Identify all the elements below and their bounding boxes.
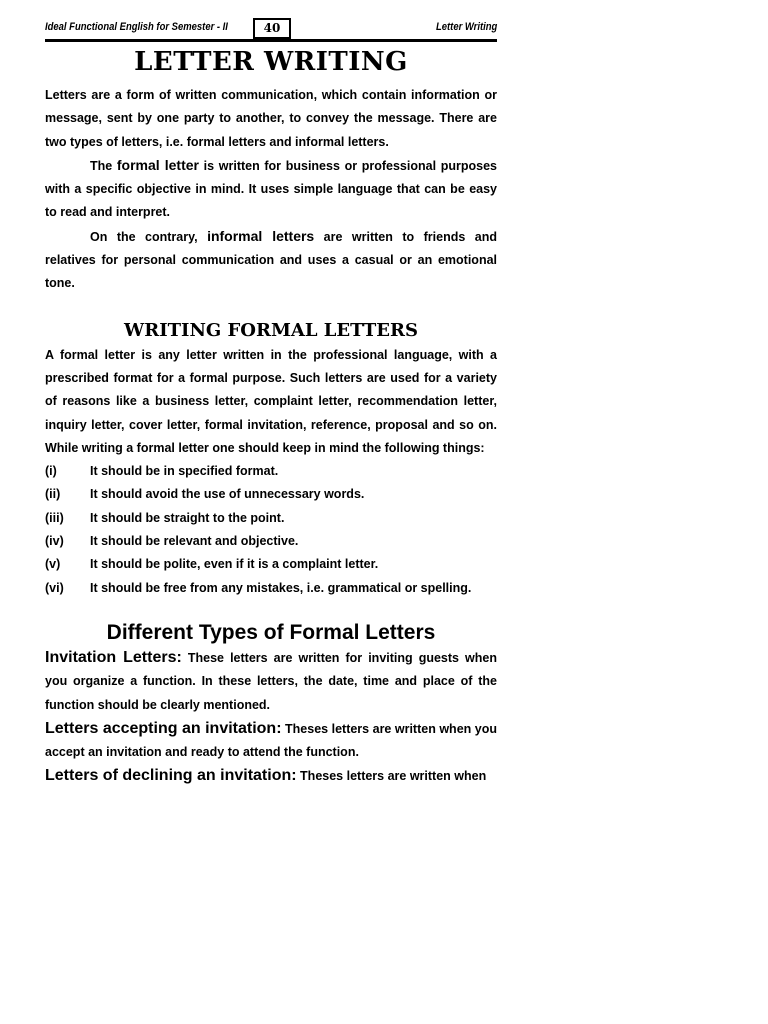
text: is written for business or professional purposes with a specific objective in mind. It uses simple language that can be easy to read and interpret. xyxy=(45,158,497,220)
list-item xyxy=(45,577,497,600)
letter-type-description: These letters are written for inviting guests when you organize a function. In these letters, the date, time and place of the function should be clearly mentioned. xyxy=(45,650,498,712)
list-item xyxy=(45,553,497,576)
section-heading-formal-letters: WRITING FORMAL LETTERS xyxy=(124,319,418,341)
chapter-title: LETTER WRITING xyxy=(134,47,408,77)
letter-type-invitation xyxy=(45,646,497,717)
list-item xyxy=(45,507,497,530)
list-item-text: It should be in specified format. xyxy=(90,464,279,479)
book-title: Ideal Functional English for Semester - II xyxy=(45,21,228,33)
letter-type-description: Theses letters are written when xyxy=(296,769,487,784)
formal-letters-paragraph: A formal letter is any letter written in the professional language, with a prescribed format for a formal purpose. Such letters are used for a variety of reasons like a business letter, complaint letter, recommendation letter, inquiry letter, cover letter, formal invitation, reference, proposal and so on. While writing a formal letter one should keep in mind the following things: xyxy=(45,347,497,455)
intro-paragraph-2 xyxy=(45,154,497,225)
formal-letter-rules-list xyxy=(45,460,497,600)
list-item xyxy=(45,460,497,483)
list-item-text: It should be free from any mistakes, i.e. grammatical or spelling. xyxy=(90,580,472,595)
list-item-number: (i) xyxy=(45,464,57,479)
list-item-number: (vi) xyxy=(45,580,64,595)
list-item-text: It should be relevant and objective. xyxy=(90,534,299,549)
running-header xyxy=(45,0,497,42)
letter-type-declining-invitation xyxy=(45,764,497,788)
intro-paragraph-3 xyxy=(45,225,497,296)
list-item-number: (iii) xyxy=(45,510,64,525)
letter-type-term: Letters of declining an invitation: xyxy=(45,767,297,785)
list-item-text: It should be polite, even if it is a complaint letter. xyxy=(90,557,379,572)
list-item xyxy=(45,530,497,553)
list-item-number: (ii) xyxy=(45,487,61,502)
text: are written to friends and relatives for personal communication and uses a casual or an emotional tone. xyxy=(45,229,497,291)
letter-type-accepting-invitation xyxy=(45,717,497,765)
list-item-number: (v) xyxy=(45,557,61,572)
chapter-name: Letter Writing xyxy=(435,21,497,33)
text: On the contrary, xyxy=(90,229,208,244)
letter-type-term: Invitation Letters: xyxy=(45,648,182,666)
term-informal-letters: informal letters xyxy=(207,227,315,244)
list-item-text: It should avoid the use of unnecessary words. xyxy=(90,487,365,502)
list-item xyxy=(45,483,497,506)
intro-paragraph-1: Letters are a form of written communication, which contain information or message, sent by one party to another, to convey the message. There are two types of letters, i.e. formal letters and informal letters. xyxy=(45,88,497,149)
list-item-number: (iv) xyxy=(45,534,64,549)
letter-type-term: Letters accepting an invitation: xyxy=(45,719,282,737)
list-item-text: It should be straight to the point. xyxy=(90,510,285,525)
text: The xyxy=(90,158,117,173)
term-formal-letter: formal letter xyxy=(116,156,199,173)
header-rule xyxy=(45,39,497,42)
page-number: 40 xyxy=(253,18,291,39)
document-page xyxy=(45,0,497,789)
letter-type-description: Theses letters are written when you accept an invitation and ready to attend the function. xyxy=(45,721,497,760)
section-heading-types-of-formal-letters: Different Types of Formal Letters xyxy=(106,620,436,644)
